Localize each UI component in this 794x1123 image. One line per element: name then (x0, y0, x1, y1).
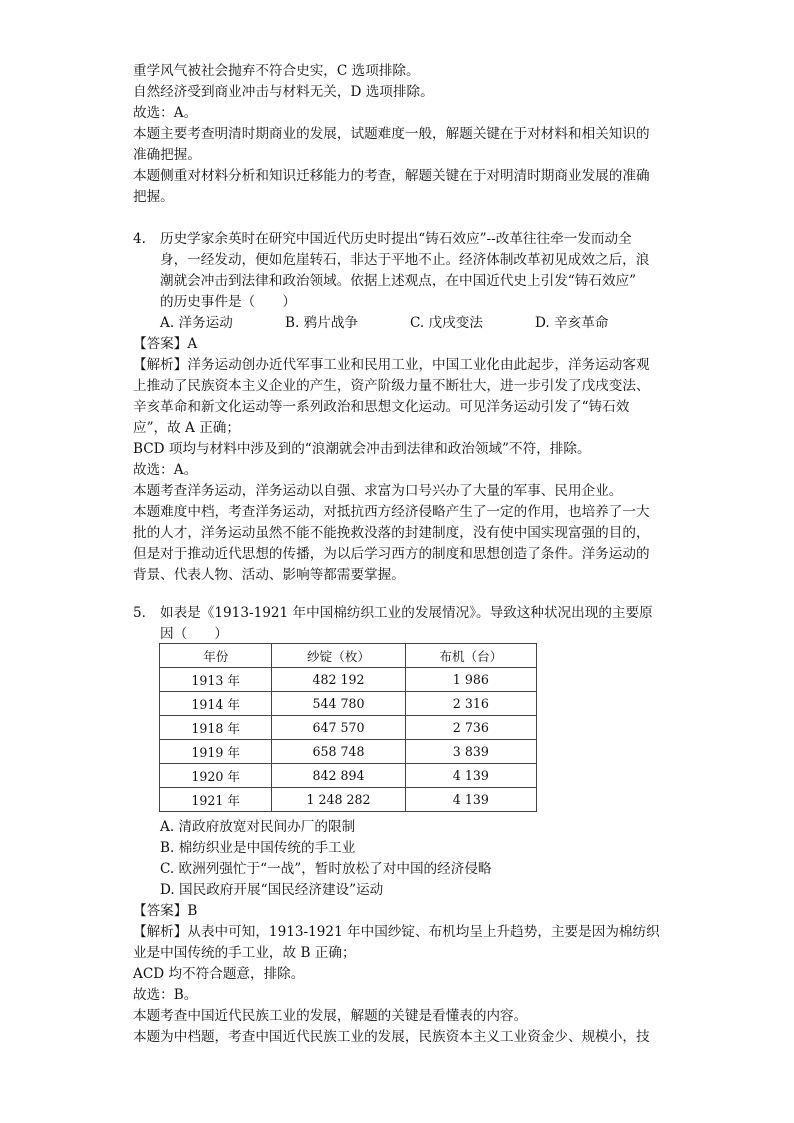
column-header-year: 年份 (160, 644, 272, 668)
text-line: 准确把握。 (133, 147, 201, 163)
answer-options (160, 313, 660, 334)
table-cell: 2 316 (405, 692, 536, 716)
answer-tag: 【答案】 (133, 903, 188, 919)
analysis-line: 故选：B。 (133, 987, 198, 1003)
text-line: 重学风气被社会抛弃不符合史实，C 选项排除。 (133, 63, 420, 79)
analysis-text: 从表中可知，1913-1921 年中国纱锭、布机均呈上升趋势，主要是因为棉纺织 (187, 924, 660, 940)
text-line: 故选：A。 (133, 105, 198, 121)
analysis-line: 本题为中档题，考查中国近代民族工业的发展，民族资本主义工业资金少、规模小，技 (133, 1029, 650, 1045)
question-stem-line: 潮就会冲击到法律和政治领域。依据上述观点，在中国近代史上引发“铸石效应” (160, 273, 637, 289)
answer-line (133, 334, 661, 355)
table-row (160, 668, 537, 692)
text-line: 本题主要考查明清时期商业的发展，试题难度一般，解题关键在于对材料和相关知识的 (133, 126, 650, 142)
cotton-industry-table (159, 643, 537, 812)
question-stem-line: 因（ ） (160, 626, 228, 642)
analysis-line: BCD 项均与材料中涉及到的“浪潮就会冲击到法律和政治领域”不符，排除。 (133, 441, 591, 457)
question-stem-line: 的历史事件是（ ） (160, 294, 296, 310)
table-cell: 842 894 (272, 764, 405, 788)
question-stem-line: 历史学家余英时在研究中国近代历史时提出“铸石效应”--改革往往牵一发而动全 (160, 231, 632, 247)
table-cell: 4 139 (405, 764, 536, 788)
analysis-tag: 【解析】 (133, 357, 188, 373)
analysis-tag: 【解析】 (133, 924, 188, 940)
table-cell: 1918 年 (160, 716, 272, 740)
table-cell: 1913 年 (160, 668, 272, 692)
analysis-line: 批的人才，洋务运动虽然不能不能挽救没落的封建制度，没有使中国实现富强的目的， (133, 525, 650, 541)
option-a: A. 清政府放宽对民间办厂的限制 (160, 819, 356, 835)
text-line: 本题侧重对材料分析和知识迁移能力的考查，解题关键在于对明清时期商业发展的准确 (133, 168, 650, 184)
option-b: B. 鸦片战争 (285, 315, 359, 331)
analysis-line: 本题考查洋务运动，洋务运动以自强、求富为口号兴办了大量的军事、民用企业。 (133, 483, 623, 499)
answer-value: B (187, 903, 198, 919)
analysis-line: 业是中国传统的手工业，故 B 正确； (133, 945, 356, 961)
table-cell: 3 839 (405, 740, 536, 764)
table-row (160, 740, 537, 764)
table-cell: 1920 年 (160, 764, 272, 788)
column-header-looms: 布机（台） (405, 644, 536, 668)
table-cell: 1914 年 (160, 692, 272, 716)
answer-value: A (187, 336, 198, 352)
table-cell: 1921 年 (160, 788, 272, 812)
table-cell: 482 192 (272, 668, 405, 692)
option-a: A. 洋务运动 (160, 315, 233, 331)
analysis-line (133, 355, 661, 376)
question-stem-line: 身，一经发动，便如危崖转石，非达于平地不止。经济体制改革初见成效之后，浪 (160, 252, 650, 268)
table-header-row (160, 644, 537, 668)
table-cell: 1 248 282 (272, 788, 405, 812)
analysis-line: 但是对于推动近代思想的传播，为以后学习西方的制度和思想创造了条件。洋务运动的 (133, 546, 650, 562)
table-row (160, 764, 537, 788)
question-number: 5. (133, 605, 146, 621)
analysis-line: 本题难度中档，考查洋务运动，对抵抗西方经济侵略产生了一定的作用，也培养了一大 (133, 504, 650, 520)
analysis-line: 本题考查中国近代民族工业的发展，解题的关键是看懂表的内容。 (133, 1008, 528, 1024)
table-row (160, 692, 537, 716)
text-line: 自然经济受到商业冲击与材料无关，D 选项排除。 (133, 84, 434, 100)
analysis-line: 辛亥革命和新文化运动等一系列政治和思想文化运动。可见洋务运动引发了“铸石效 (133, 399, 630, 415)
analysis-line: 上推动了民族资本主义企业的产生，资产阶级力量不断壮大，进一步引发了戊戌变法、 (133, 378, 650, 394)
column-header-spindles: 纱锭（枚） (272, 644, 405, 668)
table-row (160, 716, 537, 740)
question-number: 4. (133, 231, 146, 247)
analysis-text: 洋务运动创办近代军事工业和民用工业，中国工业化由此起步，洋务运动客观 (187, 357, 650, 373)
option-d: D. 国民政府开展“国民经济建设”运动 (160, 882, 384, 898)
analysis-line: ACD 均不符合题意，排除。 (133, 966, 305, 982)
table-cell: 1 986 (405, 668, 536, 692)
table-cell: 1919 年 (160, 740, 272, 764)
option-c: C. 戊戌变法 (410, 315, 483, 331)
question-stem-line: 如表是《1913-1921 年中国棉纺织工业的发展情况》。导致这种状况出现的主要原 (160, 605, 653, 621)
text-line: 把握。 (133, 189, 174, 205)
analysis-line: 背景、代表人物、活动、影响等都需要掌握。 (133, 567, 405, 583)
table-cell: 544 780 (272, 692, 405, 716)
option-c: C. 欧洲列强忙于“一战”，暂时放松了对中国的经济侵略 (160, 861, 492, 877)
table-cell: 647 570 (272, 716, 405, 740)
analysis-line (133, 922, 661, 943)
table-cell: 4 139 (405, 788, 536, 812)
analysis-line: 故选：A。 (133, 462, 198, 478)
analysis-line: 应”，故 A 正确； (133, 420, 240, 436)
option-b: B. 棉纺织业是中国传统的手工业 (160, 840, 356, 856)
table-cell: 2 736 (405, 716, 536, 740)
option-d: D. 辛亥革命 (535, 315, 609, 331)
answer-tag: 【答案】 (133, 336, 188, 352)
answer-line (133, 901, 661, 922)
table-row (160, 788, 537, 812)
table-cell: 658 748 (272, 740, 405, 764)
